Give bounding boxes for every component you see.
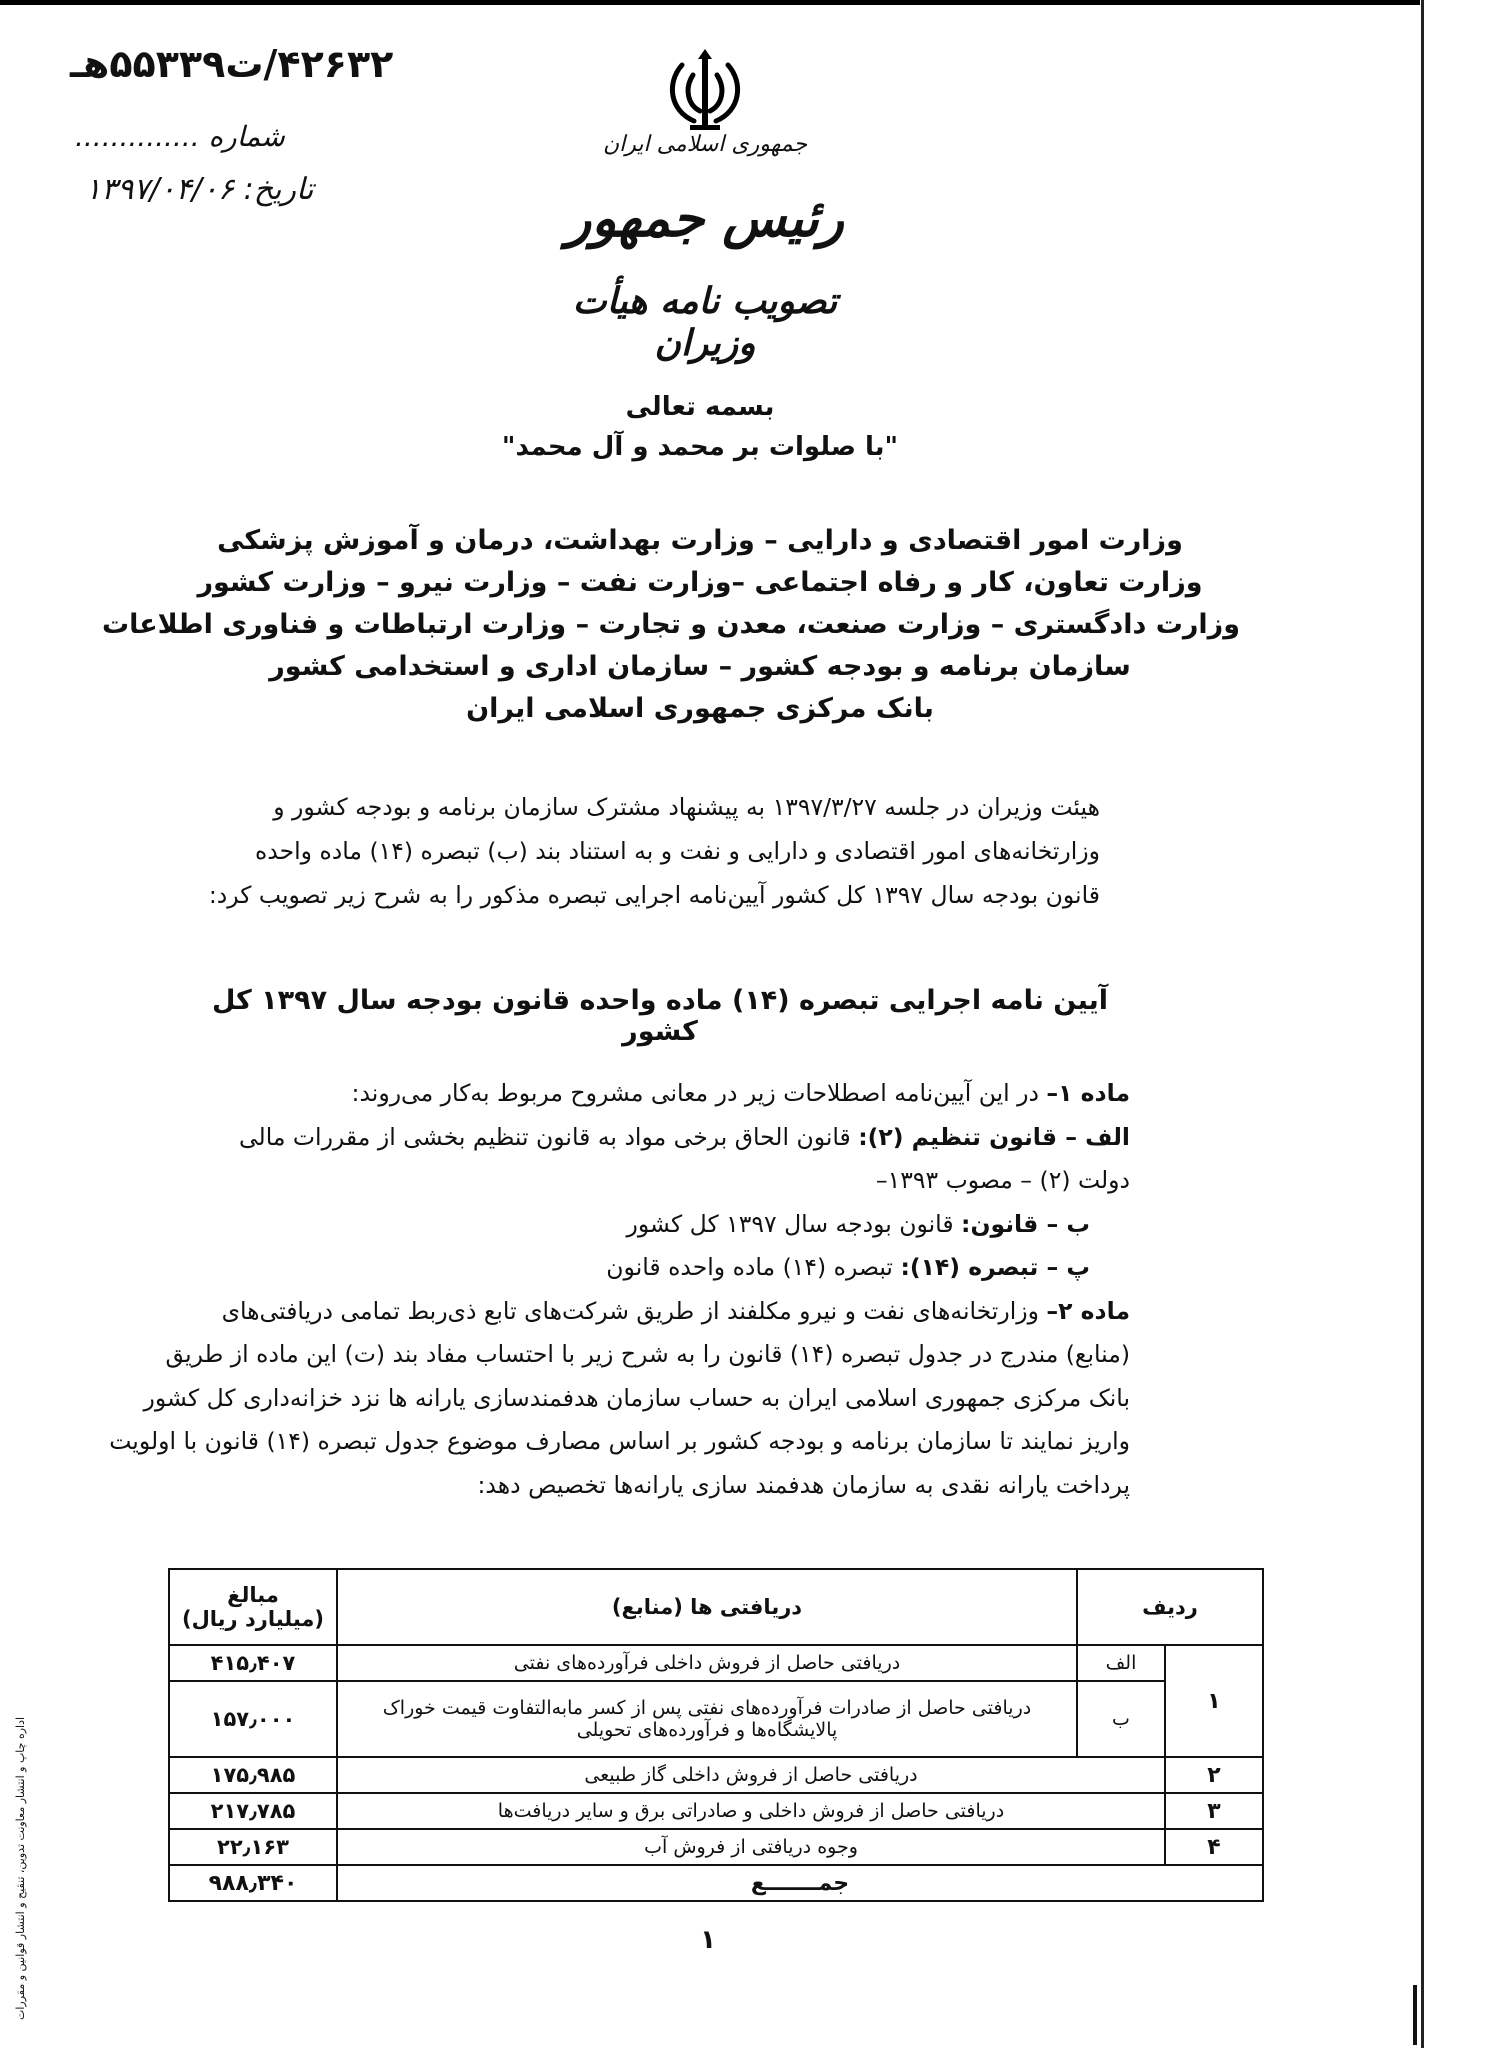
item-b-text: قانون بودجه سال ۱۳۹۷ کل کشور [626,1209,962,1238]
salawat: "با صلوات بر محمد و آل محمد" [501,432,899,462]
table-row [169,1645,1263,1681]
total-amount: ۹۸۸٫۳۴۰ [169,1865,337,1901]
row-amount: ۴۱۵٫۴۰۷ [169,1645,337,1681]
row-index: ۱ [1165,1645,1263,1757]
revenue-table [168,1568,1264,1902]
row-sub: ب [1077,1681,1165,1757]
country-name: جمهوری اسلامی ایران [602,132,808,157]
recipient-line: وزارت دادگستری – وزارت صنعت، معدن و تجارت – وزارت ارتباطات و فناوری اطلاعات [101,609,1240,640]
row-amount: ۲۲٫۱۶۳ [169,1829,337,1865]
article-2-line: بانک مرکزی جمهوری اسلامی ایران به حساب سازمان هدفمندسازی یارانه ها نزد خزانه‌داری کل کشور [143,1383,1130,1412]
article-2-line: (منابع) مندرج در جدول تبصره (۱۴) قانون را به شرح زیر با احتساب مفاد بند (ت) این ماده از طریق [165,1340,1130,1368]
article-1-item-a-cont: دولت (۲) – مصوب ۱۳۹۳– [875,1166,1130,1194]
recipient-line: بانک مرکزی جمهوری اسلامی ایران [466,693,934,724]
table-row [169,1681,1263,1757]
article-1-item-a [238,1116,1130,1160]
row-description: وجوه دریافتی از فروش آب [337,1829,1165,1865]
article-1-text: در این آیین‌نامه اصطلاحات زیر در معانی مشروح مربوط به‌کار می‌روند: [351,1079,1047,1107]
table-row [169,1757,1263,1793]
table-row [169,1793,1263,1829]
table-total-row [169,1865,1263,1901]
row-index: ۳ [1165,1793,1263,1829]
item-a-label: الف – قانون تنظیم (۲): [858,1122,1130,1151]
total-label: جمـــــــع [337,1865,1263,1901]
header-amount [169,1569,337,1645]
emblem-icon [660,45,750,135]
margin-mark [1413,1985,1417,2045]
recipient-line: وزارت تعاون، کار و رفاه اجتماعی –وزارت نفت – وزارت نیرو – وزارت کشور [197,567,1203,598]
item-b-label: ب – قانون: [961,1209,1090,1238]
intro-paragraph [208,785,1100,917]
row-description: دریافتی حاصل از فروش داخلی فرآورده‌های نفتی [337,1645,1077,1681]
letter-number: ۴۲۶۳۲/ت۵۵۳۳۹هـ [70,42,394,86]
regulation-body [109,1072,1130,1507]
article-2-label: ماده ۲– [1046,1296,1130,1325]
header-amount-line2: (میلیارد ریال) [181,1607,325,1631]
office-title: رئیس جمهور [566,188,844,249]
row-description: دریافتی حاصل از صادرات فرآورده‌های نفتی پس از کسر مابه‌التفاوت قیمت خوراک پالایشگاه‌ها و فرآورده‌های تحویلی [337,1681,1077,1757]
article-1-item-p [250,1246,1130,1290]
header-source: دریافتی ها (منابع) [337,1569,1077,1645]
row-amount: ۱۷۵٫۹۸۵ [169,1757,337,1793]
article-2 [221,1290,1130,1334]
row-description: دریافتی حاصل از فروش داخلی و صادراتی برق و سایر دریافت‌ها [337,1793,1165,1829]
row-description: دریافتی حاصل از فروش داخلی گاز طبیعی [337,1757,1165,1793]
side-note-text: اداره چاپ و انتشار معاونت تدوین، تنقیح و انتشار قوانین و مقررات [14,1716,27,2020]
row-index: ۲ [1165,1757,1263,1793]
letter-date: تاریخ: ۱۳۹۷/۰۴/۰۶ [85,172,314,207]
page-number: ۱ [700,1925,716,1955]
table-header-row [169,1569,1263,1645]
header-row-no: ردیف [1077,1569,1263,1645]
recipient-line: سازمان برنامه و بودجه کشور – سازمان اداری و استخدامی کشور [269,651,1131,682]
recipient-line: وزارت امور اقتصادی و دارایی – وزارت بهداشت، درمان و آموزش پزشکی [217,525,1183,556]
basmala: بسمه تعالی [625,392,775,422]
item-p-label: پ – تبصره (۱۴): [900,1253,1090,1281]
item-a-text: قانون الحاق برخی مواد به قانون تنظیم بخشی از مقررات مالی [238,1122,859,1151]
article-1-item-b [250,1203,1130,1247]
intro-line: هیئت وزیران در جلسه ۱۳۹۷/۳/۲۷ به پیشنهاد مشترک سازمان برنامه و بودجه کشور و [273,793,1100,821]
intro-line: قانون بودجه سال ۱۳۹۷ کل کشور آیین‌نامه اجرایی تبصره مذکور را به شرح زیر تصویب کرد: [208,881,1100,909]
row-amount: ۱۵۷٫۰۰۰ [169,1681,337,1757]
row-sub: الف [1077,1645,1165,1681]
row-amount: ۲۱۷٫۷۸۵ [169,1793,337,1829]
row-index: ۴ [1165,1829,1263,1865]
item-p-text: تبصره (۱۴) ماده واحده قانون [606,1253,901,1281]
intro-line: وزارتخانه‌های امور اقتصادی و دارایی و نفت و به استناد بند (ب) تبصره (۱۴) ماده واحده [254,837,1100,865]
article-2-text: وزارتخانه‌های نفت و نیرو مکلفند از طریق شرکت‌های تابع ذی‌ربط تمامی دریافتی‌های [221,1296,1047,1325]
table-row [169,1829,1263,1865]
header-amount-line1: مبالغ [227,1583,279,1607]
article-2-line: واریز نمایند تا سازمان برنامه و بودجه کشور بر اساس مصارف موضوع جدول تبصره (۱۴) قانون با اولویت [109,1427,1130,1455]
top-border [0,0,1420,5]
article-1-label: ماده ۱– [1046,1079,1130,1107]
side-note [2,1690,42,2030]
regulation-title: آیین نامه اجرایی تبصره (۱۴) ماده واحده قانون بودجه سال ۱۳۹۷ کل کشور [211,985,1109,1047]
recipients-list [101,520,1240,730]
document-type: تصویب نامه هیأت وزیران [572,280,838,364]
article-1 [250,1072,1130,1116]
article-2-line: پرداخت یارانه نقدی به سازمان هدفمند سازی یارانه‌ها تخصیص دهد: [477,1470,1130,1499]
number-label: شماره .............. [75,120,285,153]
right-border [1421,0,1424,2048]
